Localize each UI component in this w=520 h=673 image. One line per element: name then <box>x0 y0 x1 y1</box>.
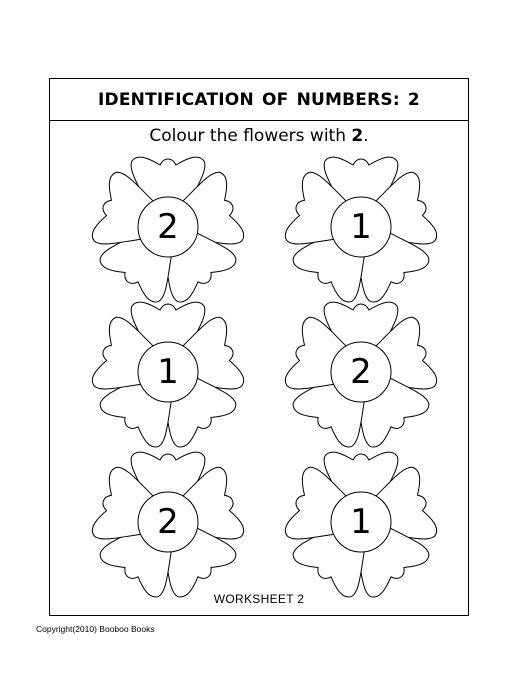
instruction-suffix: . <box>363 126 369 146</box>
flower-number: 1 <box>350 207 372 247</box>
flower-4[interactable] <box>286 304 436 439</box>
flower-6[interactable] <box>286 454 436 589</box>
title-bar <box>50 79 468 121</box>
worksheet-title: IDENTIFICATION OF NUMBERS: 2 <box>98 89 420 110</box>
instruction-text <box>50 121 468 149</box>
instruction-target-number: 2 <box>351 126 364 146</box>
flower-5[interactable] <box>93 454 243 589</box>
flower-number: 2 <box>157 207 179 247</box>
flower-number: 1 <box>157 352 179 392</box>
instruction-prefix: Colour the flowers with <box>149 126 352 146</box>
flower-1[interactable] <box>93 159 243 294</box>
flower-number: 2 <box>157 502 179 542</box>
worksheet-frame <box>49 78 469 616</box>
worksheet-footer-label: WORKSHEET 2 <box>213 592 305 606</box>
flower-2[interactable] <box>286 159 436 294</box>
copyright-notice: Copyright(2010) Booboo Books <box>36 624 155 634</box>
flower-3[interactable] <box>93 304 243 439</box>
flower-number: 2 <box>350 352 372 392</box>
flower-number: 1 <box>350 502 372 542</box>
